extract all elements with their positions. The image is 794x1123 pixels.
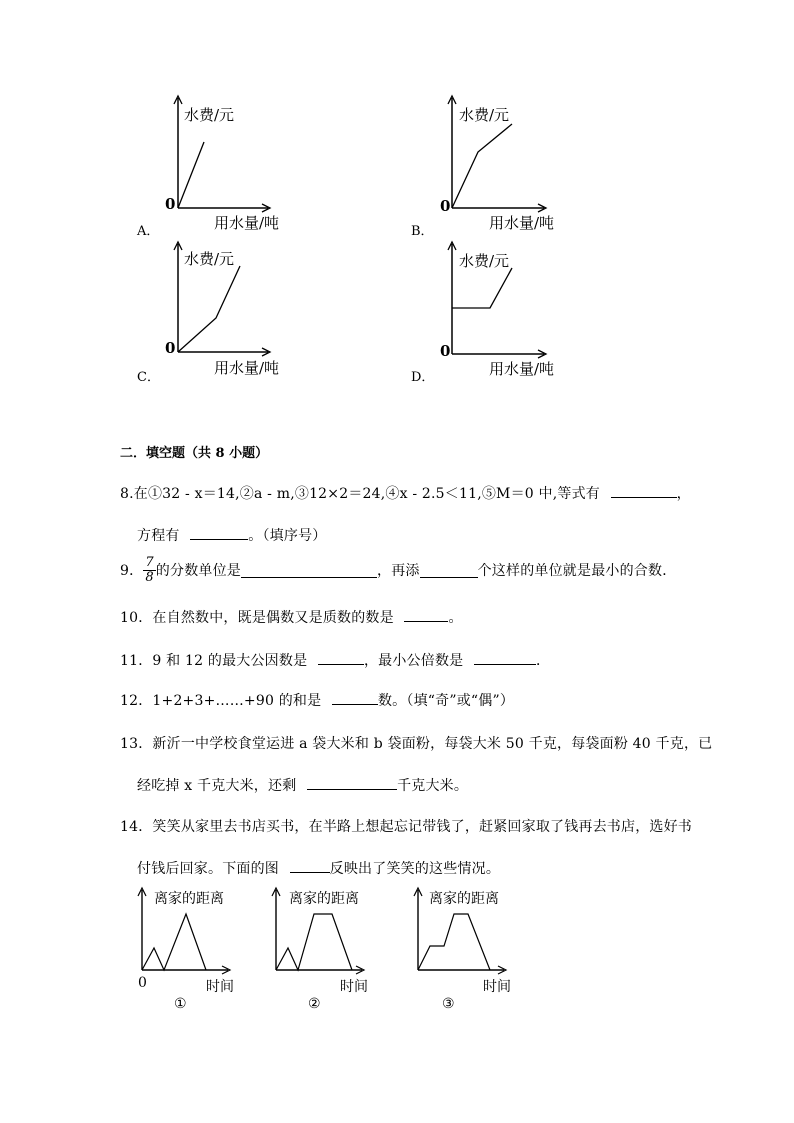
q12-text-b: 数。（填“奇”或“偶”） <box>377 693 515 709</box>
distance-graph-3-line <box>418 914 490 970</box>
question-14-line1: 14．笑笑从家里去书店买书，在半路上想起忘记带钱了，赶紧回家取了钱再去书店，选好书 <box>120 819 693 835</box>
q10-text-a: 10．在自然数中，既是偶数又是质数的数是 <box>120 610 394 626</box>
q9-numerator: 7 <box>145 555 154 570</box>
graph-c-y-label: 水费/元 <box>184 250 235 268</box>
q11-text-b: ，最小公倍数是 <box>363 653 464 669</box>
q8-fill-hint: 。（填序号） <box>248 528 327 544</box>
graph-a-x-label: 用水量/吨 <box>214 214 280 232</box>
q14-text-b: 反映出了笑笑的这些情况。 <box>329 861 501 877</box>
distance-graph-3-y-label: 离家的距离 <box>429 891 499 907</box>
q14-text-a: 付钱后回家。下面的图 <box>137 861 279 877</box>
option-d-letter: D． <box>411 370 435 385</box>
graph-c-origin: 0 <box>165 339 176 357</box>
option-c-letter: C． <box>137 370 160 385</box>
distance-graph-1-x-label: 时间 <box>206 979 234 995</box>
graph-b-origin: 0 <box>440 197 451 215</box>
option-b-letter: B． <box>411 224 434 239</box>
graph-a-y-label: 水费/元 <box>184 106 235 124</box>
graph-b-y-label: 水费/元 <box>459 106 510 124</box>
q11-text-a: 11．9 和 12 的最大公因数是 <box>120 653 308 669</box>
distance-graph-3-caption: ③ <box>442 996 455 1012</box>
q9-denominator: 8 <box>145 570 154 585</box>
graph-d-x-label: 用水量/吨 <box>489 360 555 378</box>
question-13-line1: 13．新沂一中学校食堂运进 a 袋大米和 b 袋面粉，每袋大米 50 千克，每袋面粉 40 千克，已 <box>120 736 713 752</box>
distance-graph-1-y-label: 离家的距离 <box>154 891 224 907</box>
graph-a-origin: 0 <box>165 195 176 213</box>
q8-equation-label: 方程有 <box>137 528 180 544</box>
graph-d-origin: 0 <box>440 342 451 360</box>
graph-d-y-label: 水费/元 <box>459 252 510 270</box>
q11-text-c: ． <box>536 653 551 669</box>
distance-graph-2-caption: ② <box>308 996 321 1012</box>
distance-graph-3-x-label: 时间 <box>483 979 511 995</box>
q9-text-a: 的分数单位是 <box>155 563 241 579</box>
graph-c-x-label: 用水量/吨 <box>214 359 280 377</box>
q10-text-b: 。 <box>448 610 463 626</box>
section-title: 二．填空题（共 8 小题） <box>120 446 269 461</box>
q9-text-c: 个这样的单位就是最小的合数． <box>477 563 677 579</box>
q8-comma: ， <box>676 486 691 502</box>
graph-b-x-label: 用水量/吨 <box>489 214 555 232</box>
q12-text-a: 12．1+2+3+……+90 的和是 <box>120 693 322 709</box>
q8-text: 8.在①32 - x＝14,②a - m,③12×2＝24,④x - 2.5＜11,⑤M＝0 中,等式有 <box>120 486 600 502</box>
option-a-letter: A． <box>137 224 160 239</box>
q9-number: 9． <box>120 563 144 579</box>
distance-graph-2-y-label: 离家的距离 <box>289 891 359 907</box>
distance-graph-2-x-label: 时间 <box>340 979 368 995</box>
q9-text-b: ，再添 <box>377 563 420 579</box>
q13-text-a: 经吃掉 x 千克大米，还剩 <box>137 778 297 794</box>
distance-graph-1-caption: ① <box>174 996 187 1012</box>
distance-graph-1-origin: 0 <box>138 975 147 991</box>
q13-text-b: 千克大米。 <box>397 778 469 794</box>
